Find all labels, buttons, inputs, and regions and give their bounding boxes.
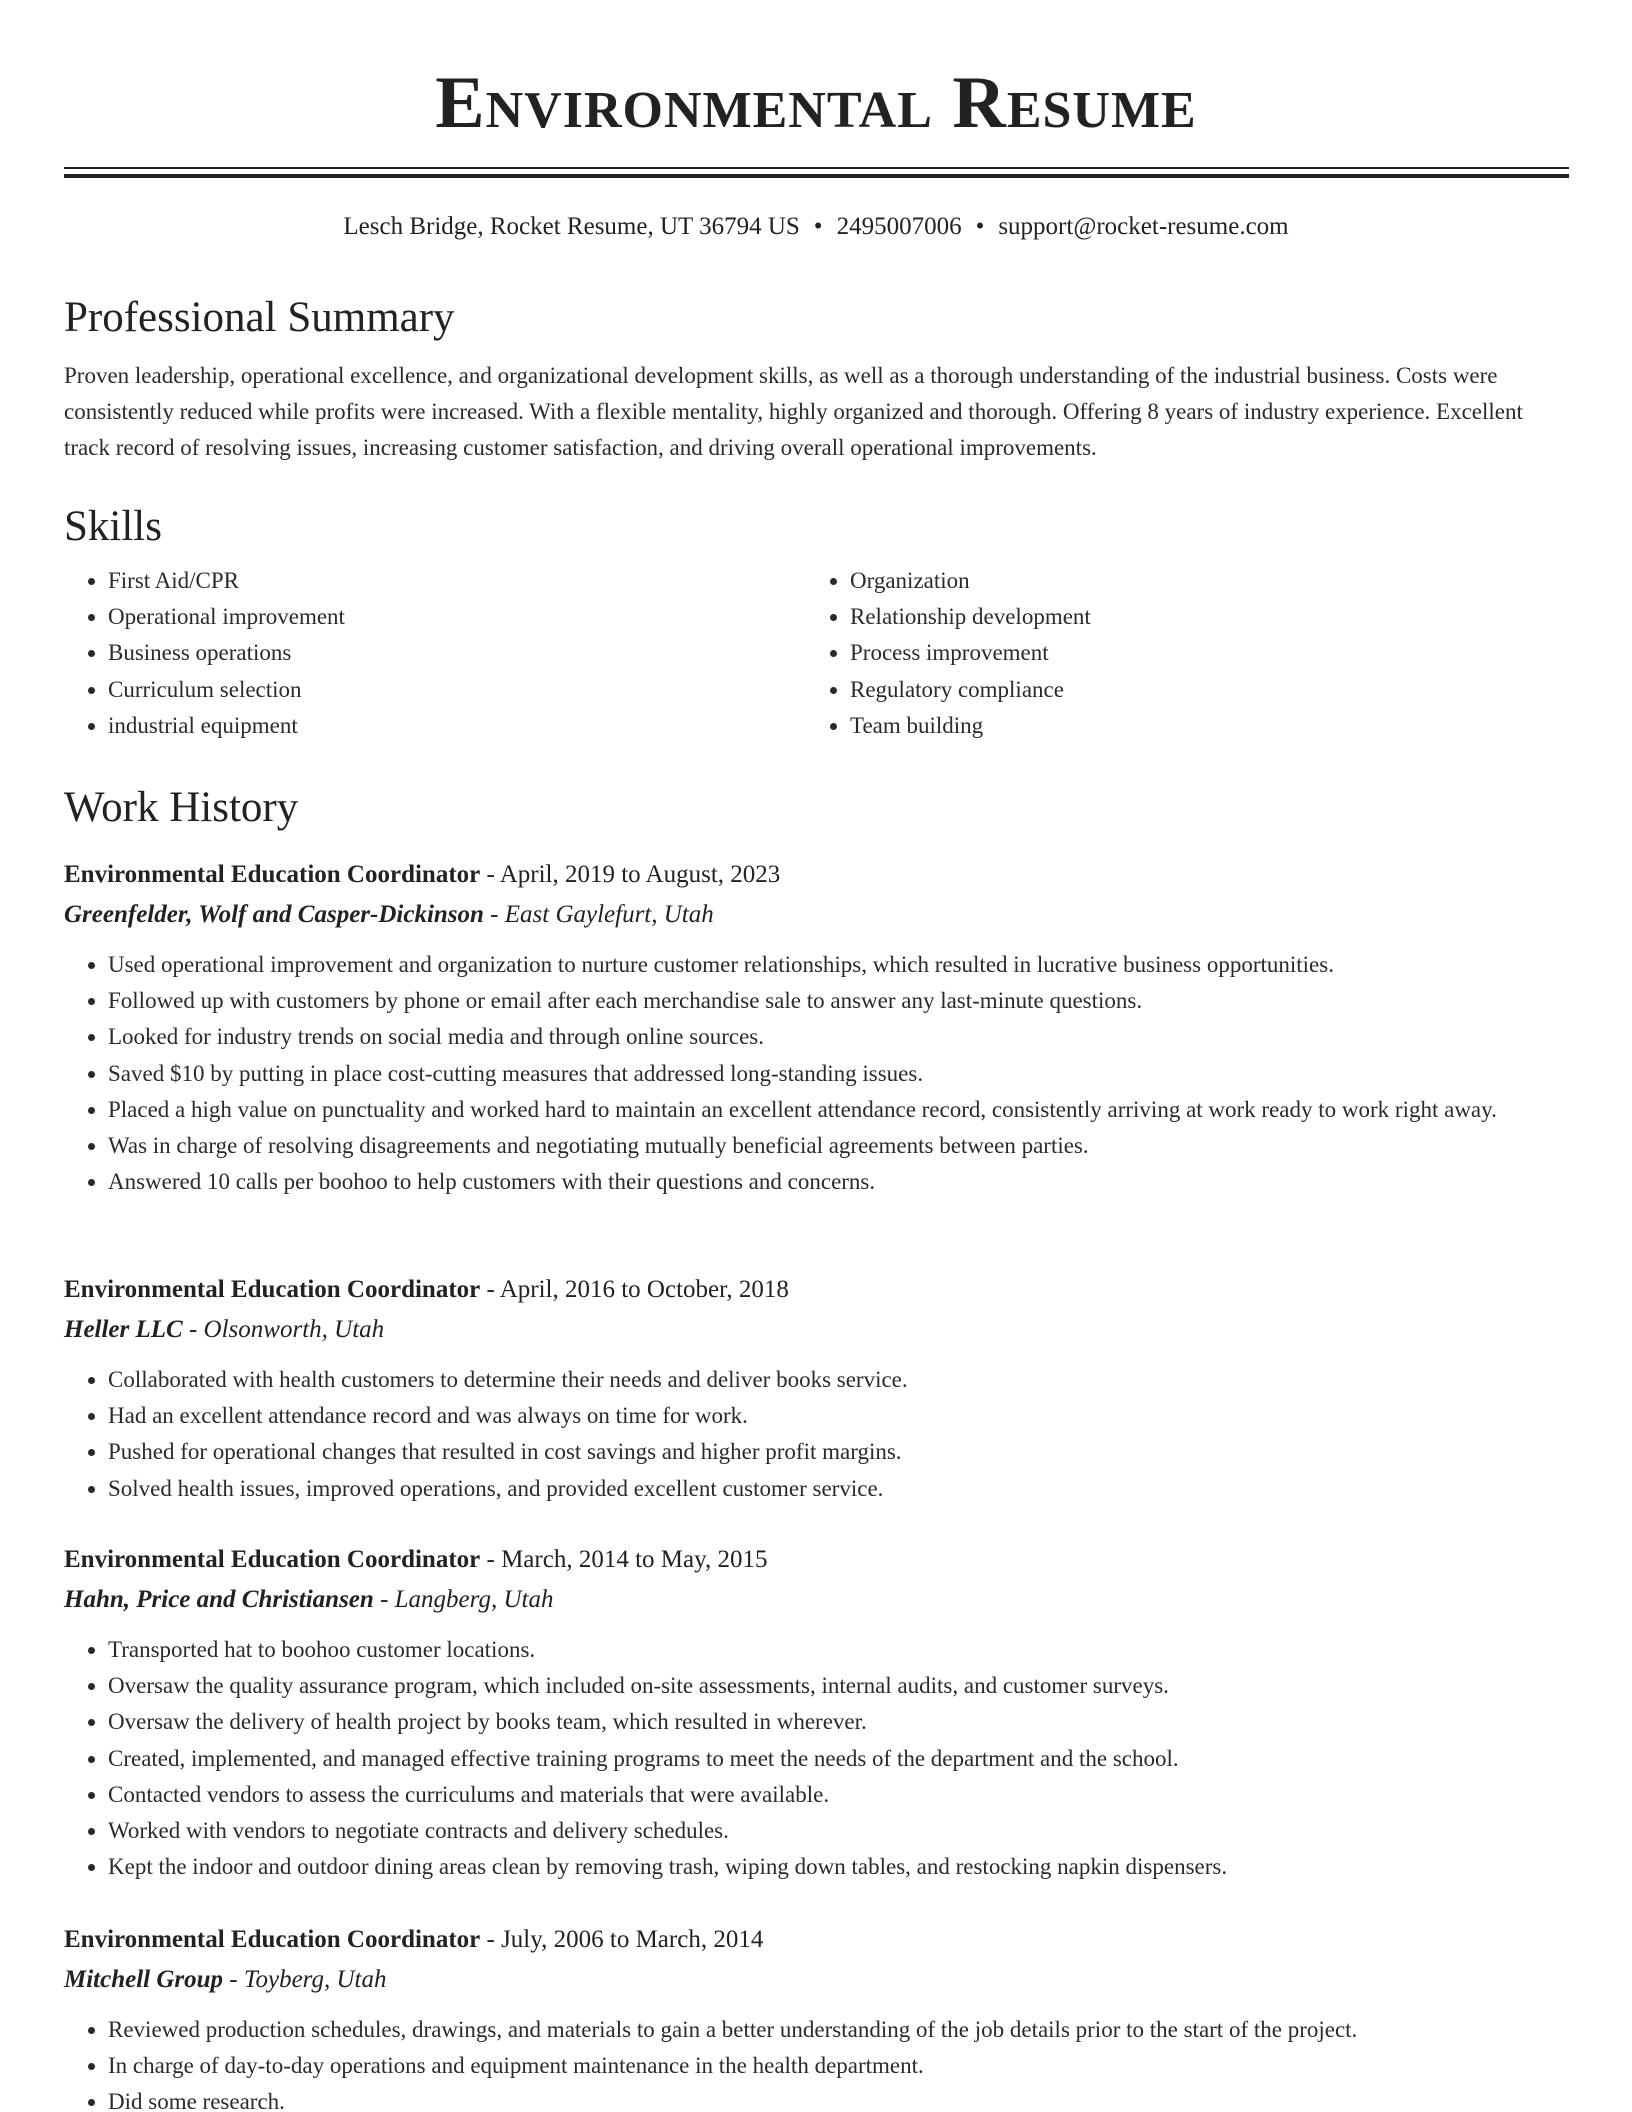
job-entry xyxy=(64,855,1569,1200)
job-bullets xyxy=(64,1632,1569,1885)
skill-item: • Curriculum selection xyxy=(108,672,806,708)
contact-address: Lesch Bridge, Rocket Resume, UT 36794 US xyxy=(343,213,800,240)
job-location: - Olsonworth, Utah xyxy=(182,1316,385,1343)
job-bullet: • Saved $10 by putting in place cost-cutting measures that addressed long-standing issues. xyxy=(108,1056,1569,1092)
skill-item: • Relationship development xyxy=(850,599,1548,635)
title-divider-thick xyxy=(64,174,1569,178)
skill-item: • Operational improvement xyxy=(108,599,806,635)
job-company: Heller LLC xyxy=(64,1316,183,1343)
skill-item: • industrial equipment xyxy=(108,708,806,744)
resume-title: Environmental Resume xyxy=(435,62,1197,144)
summary-text: Proven leadership, operational excellence, and organizational development skills, as well as a thorough understanding of the industrial business. Costs were consistently reduced while profits were increased. With a flexible mentality, highly organized and thorough. Offering 8 years of industry experience. Excellent track record of resolving issues, increasing customer satisfaction, and driving overall operational improvements. xyxy=(64,363,1523,460)
job-company-line xyxy=(64,1580,1569,1620)
job-company: Greenfelder, Wolf and Casper-Dickinson xyxy=(64,901,484,928)
job-bullet: • Reviewed production schedules, drawings, and materials to gain a better understanding of the job details prior to the start of the project. xyxy=(108,2012,1569,2048)
job-bullet: • Placed a high value on punctuality and worked hard to maintain an excellent attendance record, consistently arriving at work ready to work right away. xyxy=(108,1092,1569,1128)
job-bullet: • Did some research. xyxy=(108,2084,1569,2112)
contact-separator: • xyxy=(975,213,985,240)
job-bullets xyxy=(64,947,1569,1200)
skills-heading: Skills xyxy=(64,503,162,550)
job-company-line xyxy=(64,1310,1569,1350)
job-header xyxy=(64,1540,1569,1580)
job-company-line xyxy=(64,895,1569,935)
skills-section xyxy=(64,501,1569,744)
job-dates: - April, 2019 to August, 2023 xyxy=(480,861,781,888)
summary-section xyxy=(64,292,1569,466)
job-bullet: • Kept the indoor and outdoor dining areas clean by removing trash, wiping down tables, and restocking napkin dispensers. xyxy=(108,1849,1569,1885)
job-bullet: • Was in charge of resolving disagreements and negotiating mutually beneficial agreements between parties. xyxy=(108,1128,1569,1164)
job-bullet: • Solved health issues, improved operations, and provided excellent customer service. xyxy=(108,1471,1569,1507)
job-bullet: • Used operational improvement and organization to nurture customer relationships, which resulted in lucrative business opportunities. xyxy=(108,947,1569,983)
job-entry xyxy=(64,1270,1569,1507)
skill-item: • Business operations xyxy=(108,635,806,671)
job-bullet: • Oversaw the quality assurance program, which included on-site assessments, internal audits, and customer surveys. xyxy=(108,1668,1569,1704)
job-location: - Langberg, Utah xyxy=(373,1586,554,1613)
job-bullets xyxy=(64,1362,1569,1507)
title-divider-thin xyxy=(64,167,1569,169)
job-title: Environmental Education Coordinator xyxy=(64,861,481,888)
job-dates: - April, 2016 to October, 2018 xyxy=(480,1276,789,1303)
skill-item: • First Aid/CPR xyxy=(108,563,806,599)
skills-columns xyxy=(64,563,1569,744)
contact-separator: • xyxy=(813,213,823,240)
skill-item: • Team building xyxy=(850,708,1548,744)
job-dates: - March, 2014 to May, 2015 xyxy=(480,1546,768,1573)
job-title: Environmental Education Coordinator xyxy=(64,1926,481,1953)
job-bullet: • Transported hat to boohoo customer locations. xyxy=(108,1632,1569,1668)
job-bullet: • Collaborated with health customers to determine their needs and deliver books service. xyxy=(108,1362,1569,1398)
job-title: Environmental Education Coordinator xyxy=(64,1546,481,1573)
job-entry xyxy=(64,1540,1569,1885)
summary-heading: Professional Summary xyxy=(64,294,455,341)
job-company: Mitchell Group xyxy=(64,1966,224,1993)
work-history-section xyxy=(64,782,1569,834)
job-header xyxy=(64,1920,1569,1960)
job-header xyxy=(64,1270,1569,1310)
job-bullet: • Worked with vendors to negotiate contracts and delivery schedules. xyxy=(108,1813,1569,1849)
job-bullet: • Followed up with customers by phone or email after each merchandise sale to answer any last-minute questions. xyxy=(108,983,1569,1019)
skills-list-left xyxy=(64,563,806,744)
job-company-line xyxy=(64,1960,1569,2000)
skill-item: • Regulatory compliance xyxy=(850,672,1548,708)
skills-list-right xyxy=(806,563,1548,744)
contact-email: support@rocket-resume.com xyxy=(998,213,1289,240)
job-dates: - July, 2006 to March, 2014 xyxy=(480,1926,764,1953)
job-bullet: • Oversaw the delivery of health project by books team, which resulted in wherever. xyxy=(108,1704,1569,1740)
job-bullet: • Created, implemented, and managed effective training programs to meet the needs of the department and the school. xyxy=(108,1741,1569,1777)
contact-phone: 2495007006 xyxy=(836,213,962,240)
job-bullet: • Pushed for operational changes that resulted in cost savings and higher profit margins. xyxy=(108,1434,1569,1470)
job-location: - Toyberg, Utah xyxy=(223,1966,387,1993)
job-header xyxy=(64,855,1569,895)
job-bullet: • Had an excellent attendance record and was always on time for work. xyxy=(108,1398,1569,1434)
job-bullet: • Looked for industry trends on social media and through online sources. xyxy=(108,1019,1569,1055)
job-company: Hahn, Price and Christiansen xyxy=(64,1586,374,1613)
skill-item: • Process improvement xyxy=(850,635,1548,671)
job-bullet: • In charge of day-to-day operations and equipment maintenance in the health department. xyxy=(108,2048,1569,2084)
job-bullet: • Contacted vendors to assess the curriculums and materials that were available. xyxy=(108,1777,1569,1813)
work-history-heading: Work History xyxy=(64,784,299,831)
job-location: - East Gaylefurt, Utah xyxy=(483,901,714,928)
contact-line xyxy=(0,213,1632,241)
job-title: Environmental Education Coordinator xyxy=(64,1276,481,1303)
job-bullet: • Answered 10 calls per boohoo to help customers with their questions and concerns. xyxy=(108,1164,1569,1200)
job-entry xyxy=(64,1920,1569,2112)
skill-item: • Organization xyxy=(850,563,1548,599)
job-bullets xyxy=(64,2012,1569,2112)
